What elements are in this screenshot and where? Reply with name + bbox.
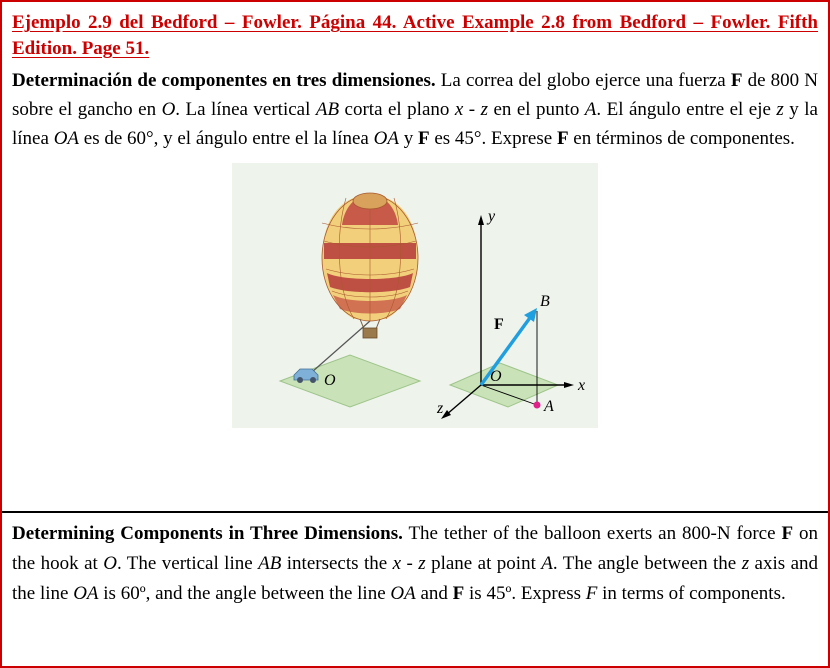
spanish-body-6: . El ángulo entre el eje: [596, 99, 777, 120]
english-body-8: is 60º, and the angle between the line: [98, 583, 391, 604]
balloon-force-figure: [232, 163, 598, 428]
spanish-body-9: y: [398, 128, 418, 149]
english-paragraph: [12, 519, 818, 609]
spanish-paragraph: [12, 66, 818, 153]
document-content: [2, 2, 828, 428]
english-body-11: in terms of components.: [597, 583, 786, 604]
figure-label-axis-x: x: [578, 377, 586, 394]
english-body-2: on the hook at: [12, 523, 818, 574]
english-body-1: The tether of the balloon exerts an 800-N force: [402, 523, 782, 544]
english-point-o: O: [103, 553, 117, 574]
figure-label-axis-z: z: [437, 400, 444, 417]
spanish-body-3: . La línea vertical: [175, 99, 316, 120]
figure-label-point-a: A: [544, 398, 554, 415]
english-axis-x: x: [392, 553, 402, 574]
english-body-6: . The angle between the: [552, 553, 742, 574]
english-line-oa: OA: [73, 583, 99, 604]
english-axis-z: z: [418, 553, 426, 574]
spanish-force-symbol-2: F: [417, 128, 430, 149]
english-line-oa-2: OA: [390, 583, 416, 604]
english-body-5: plane at point: [425, 553, 542, 574]
spanish-line-ab: AB: [315, 99, 340, 120]
english-axis-z-2: z: [741, 553, 750, 574]
spanish-body-4: corta el plano: [339, 99, 455, 120]
english-body-9: and: [415, 583, 453, 604]
spanish-point-a: A: [584, 99, 597, 120]
spanish-force-symbol-3: F: [556, 128, 569, 149]
spanish-body-10: es 45°. Exprese: [429, 128, 557, 149]
english-body-10: is 45º. Express: [464, 583, 586, 604]
spanish-heading: Determinación de componentes en tres dimensiones.: [12, 70, 436, 91]
english-line-ab: AB: [258, 553, 282, 574]
spanish-body-2: de 800 N sobre el gancho en: [12, 70, 818, 120]
english-body-3: . The vertical line: [116, 553, 259, 574]
spanish-dash: -: [463, 99, 481, 120]
spanish-axis-x: x: [454, 99, 464, 120]
figure-label-origin-left: O: [324, 372, 336, 389]
spanish-line-oa: OA: [53, 128, 80, 149]
english-heading: Determining Components in Three Dimensions.: [12, 523, 403, 544]
figure-svg: [232, 163, 598, 428]
figure-label-origin-right: O: [490, 368, 502, 385]
spanish-body-7: y la línea: [12, 99, 818, 149]
figure-label-force: F: [494, 316, 504, 333]
spanish-force-symbol-1: F: [730, 70, 743, 91]
figure-label-point-b: B: [540, 293, 550, 310]
english-force-symbol-2: F: [452, 583, 465, 604]
spanish-body-8: es de 60°, y el ángulo entre el la línea: [79, 128, 374, 149]
english-body-7: axis and the line: [12, 553, 818, 604]
spanish-axis-z-2: z: [776, 99, 784, 120]
point-a-marker: [534, 402, 541, 409]
spanish-axis-z: z: [480, 99, 488, 120]
page-title: Ejemplo 2.9 del Bedford – Fowler. Página 44. Active Example 2.8 from Bedford – Fowler. Fifth Edition. Page 51.: [12, 12, 818, 59]
spanish-line-oa-2: OA: [373, 128, 399, 149]
spanish-point-o: O: [161, 99, 176, 120]
english-dash: -: [401, 553, 419, 574]
figure-container: [12, 163, 818, 428]
english-force-symbol-1: F: [781, 523, 794, 544]
spanish-body-11: en términos de componentes.: [568, 128, 795, 149]
english-body-4: intersects the: [281, 553, 393, 574]
figure-label-axis-y: y: [488, 208, 496, 225]
english-force-symbol-3: F: [585, 583, 598, 604]
spanish-body-5: en el punto: [487, 99, 585, 120]
english-point-a: A: [541, 553, 553, 574]
spanish-body-1: La correa del globo ejerce una fuerza: [435, 70, 731, 91]
english-block: [2, 511, 828, 666]
